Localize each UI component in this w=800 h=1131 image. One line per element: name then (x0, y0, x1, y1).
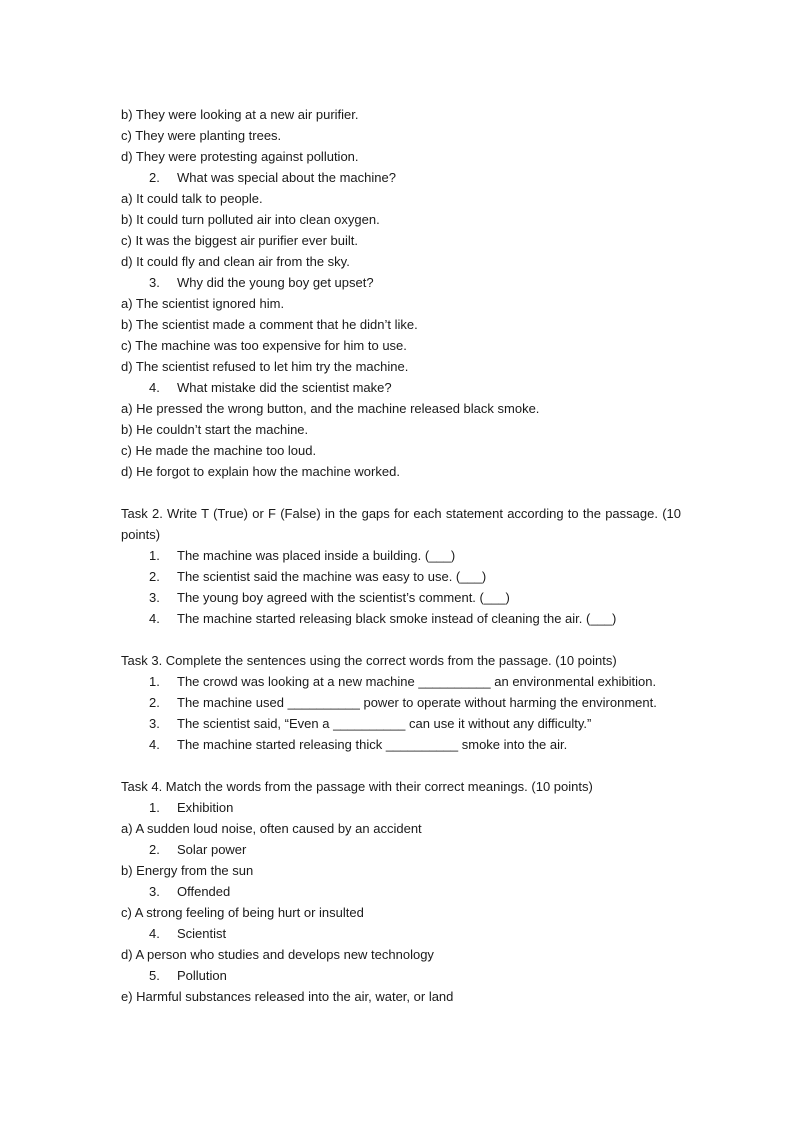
q3-option-a: a) The scientist ignored him. (121, 296, 285, 311)
item-text: The machine started releasing thick __________ smoke into the air. (177, 737, 568, 752)
q3-option-b: b) The scientist made a comment that he didn’t like. (121, 317, 418, 332)
q2-option-a: a) It could talk to people. (121, 191, 263, 206)
q2-option-b: b) It could turn polluted air into clean oxygen. (121, 212, 380, 227)
question-4 (121, 377, 681, 398)
word-text: Scientist (177, 926, 227, 941)
worksheet-page (121, 104, 681, 1007)
task4-word (121, 881, 681, 902)
item-number: 1. (149, 800, 160, 815)
q4-option-d: d) He forgot to explain how the machine worked. (121, 464, 400, 479)
task4-word (121, 839, 681, 860)
task4-meaning: a) A sudden loud noise, often caused by an accident (121, 821, 422, 836)
task4-meaning: e) Harmful substances released into the air, water, or land (121, 989, 454, 1004)
q3-option-d: d) The scientist refused to let him try the machine. (121, 359, 409, 374)
item-number: 3. (149, 716, 160, 731)
task4-meaning: b) Energy from the sun (121, 863, 254, 878)
q4-option-a: a) He pressed the wrong button, and the machine released black smoke. (121, 401, 540, 416)
task3-item (121, 734, 681, 755)
question-text: What mistake did the scientist make? (177, 380, 392, 395)
question-number: 2. (149, 170, 160, 185)
q1-option-c: c) They were planting trees. (121, 128, 282, 143)
item-number: 2. (149, 695, 160, 710)
task3-item (121, 713, 681, 734)
task2-item (121, 587, 681, 608)
question-3 (121, 272, 681, 293)
task4-section (121, 776, 681, 1007)
item-number: 4. (149, 737, 160, 752)
item-number: 2. (149, 569, 160, 584)
item-number: 3. (149, 590, 160, 605)
task4-word (121, 923, 681, 944)
task2-item (121, 608, 681, 629)
item-text: The young boy agreed with the scientist’s comment. (___) (177, 590, 510, 605)
word-text: Solar power (177, 842, 247, 857)
spacer (121, 629, 681, 650)
task4-meaning: c) A strong feeling of being hurt or insulted (121, 905, 364, 920)
item-number: 3. (149, 884, 160, 899)
spacer (121, 755, 681, 776)
item-number: 4. (149, 926, 160, 941)
task4-meaning: d) A person who studies and develops new technology (121, 947, 434, 962)
question-number: 4. (149, 380, 160, 395)
word-text: Exhibition (177, 800, 234, 815)
word-text: Offended (177, 884, 231, 899)
q4-option-c: c) He made the machine too loud. (121, 443, 317, 458)
q2-option-d: d) It could fly and clean air from the sky. (121, 254, 350, 269)
q1-option-b: b) They were looking at a new air purifier. (121, 107, 359, 122)
task2-section (121, 503, 681, 629)
item-number: 4. (149, 611, 160, 626)
q1-option-d: d) They were protesting against pollution. (121, 149, 359, 164)
q2-option-c: c) It was the biggest air purifier ever built. (121, 233, 358, 248)
item-text: The machine was placed inside a building. (___) (177, 548, 456, 563)
task2-item (121, 545, 681, 566)
item-text: The scientist said, “Even a __________ can use it without any difficulty.” (177, 716, 592, 731)
task3-item (121, 671, 681, 692)
item-number: 1. (149, 548, 160, 563)
task1-section (121, 104, 681, 482)
task4-word (121, 797, 681, 818)
item-text: The crowd was looking at a new machine __________ an environmental exhibition. (177, 674, 657, 689)
task3-title: Task 3. Complete the sentences using the correct words from the passage. (10 points) (121, 653, 617, 668)
item-text: The scientist said the machine was easy to use. (___) (177, 569, 487, 584)
item-number: 2. (149, 842, 160, 857)
task3-item (121, 692, 681, 713)
question-text: Why did the young boy get upset? (177, 275, 374, 290)
q3-option-c: c) The machine was too expensive for him to use. (121, 338, 407, 353)
item-number: 1. (149, 674, 160, 689)
q4-option-b: b) He couldn’t start the machine. (121, 422, 309, 437)
task2-item (121, 566, 681, 587)
word-text: Pollution (177, 968, 227, 983)
task4-title: Task 4. Match the words from the passage with their correct meanings. (10 points) (121, 779, 593, 794)
spacer (121, 482, 681, 503)
question-number: 3. (149, 275, 160, 290)
question-2 (121, 167, 681, 188)
item-text: The machine started releasing black smoke instead of cleaning the air. (___) (177, 611, 617, 626)
task4-word (121, 965, 681, 986)
item-text: The machine used __________ power to operate without harming the environment. (177, 695, 657, 710)
task2-title: Task 2. Write T (True) or F (False) in the gaps for each statement according to the passage. (10 points) (121, 506, 681, 542)
item-number: 5. (149, 968, 160, 983)
question-text: What was special about the machine? (177, 170, 396, 185)
task3-section (121, 650, 681, 755)
